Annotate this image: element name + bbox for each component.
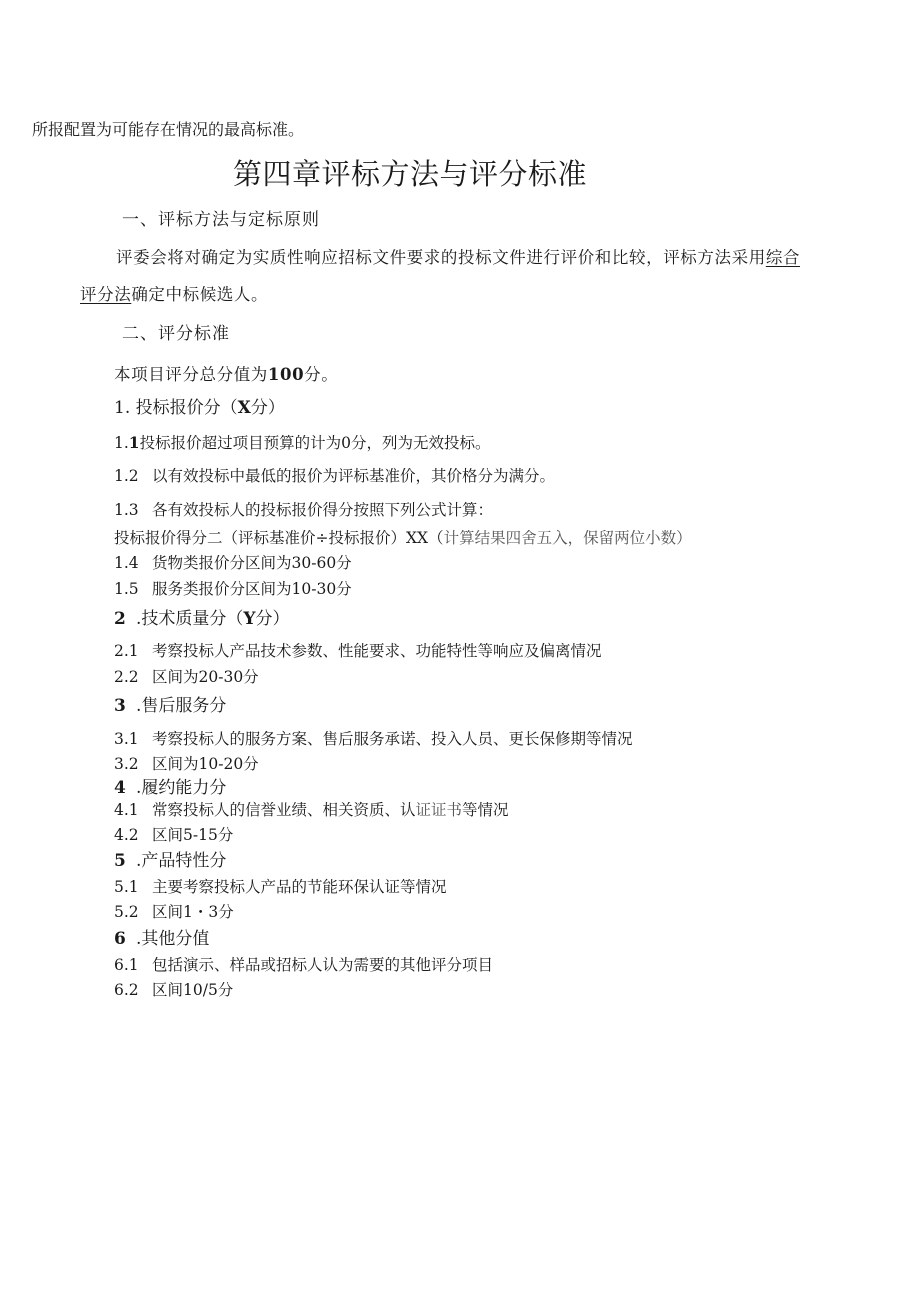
part1-item5-num: 1.5 <box>114 580 139 598</box>
part2-heading <box>114 611 290 628</box>
part5-item2 <box>114 905 234 921</box>
part5-heading-text: .产品特性分 <box>136 851 227 871</box>
part3-item2 <box>114 757 259 773</box>
part6-item2-text: 区间10/5分 <box>152 981 234 999</box>
part1-item3-num: 1.3 <box>114 501 139 519</box>
part2-item1-num: 2.1 <box>114 642 139 660</box>
total-score-line <box>114 367 338 384</box>
part1-item2-text: 以有效投标中最低的报价为评标基准价，其价格分为满分。 <box>152 467 556 485</box>
part1-formula-note: 计算结果四舍五入，保留两位小数） <box>443 529 692 547</box>
part1-formula <box>114 531 692 547</box>
part6-item2-num: 6.2 <box>114 981 139 999</box>
part6-item1 <box>114 958 493 974</box>
part4-item1-text-mid: 证证书 <box>415 801 463 819</box>
section2-heading: 二、评分标准 <box>122 324 230 344</box>
section1-para-line2 <box>80 287 268 304</box>
part2-item2-num: 2.2 <box>114 668 139 686</box>
method-name-part1: 综合 <box>765 248 801 267</box>
part3-heading-text: .售后服务分 <box>136 696 227 716</box>
intro-text: 所报配置为可能存在情况的最高标准。 <box>32 120 305 139</box>
part3-item2-text: 区间为10-20分 <box>152 755 259 773</box>
section1-para-text: 评委会将对确定为实质性响应招标文件要求的投标文件进行评价和比较，评标方法采用 <box>116 248 766 267</box>
part1-item5 <box>114 582 352 598</box>
part4-item1-text: 常察投标人的信誉业绩、相关资质、认 <box>152 801 416 819</box>
part1-item3-text: 各有效投标人的投标报价得分按照下列公式计算： <box>152 501 494 519</box>
part1-heading <box>114 400 285 417</box>
part1-heading-num: 1. <box>114 398 131 418</box>
part4-heading-num: 4 <box>114 778 126 798</box>
part4-item2 <box>114 828 233 844</box>
part5-item1 <box>114 880 447 896</box>
part6-heading <box>114 931 209 948</box>
part6-item1-text: 包括演示、样品或招标人认为需要的其他评分项目 <box>152 956 494 974</box>
part4-heading <box>114 780 226 797</box>
part2-item1 <box>114 644 602 660</box>
section1-para-line1 <box>116 250 800 267</box>
part3-heading <box>114 698 226 715</box>
part1-item2 <box>114 469 555 485</box>
part2-item1-text: 考察投标人产品技术参数、性能要求、功能特性等响应及偏离情况 <box>152 642 602 660</box>
part2-heading-end: 分） <box>255 609 290 629</box>
part4-item1-num: 4.1 <box>114 801 139 819</box>
part1-heading-end: 分） <box>250 398 285 418</box>
part4-heading-text: .履约能力分 <box>136 778 227 798</box>
part2-heading-text: .技术质量分（ <box>136 609 244 629</box>
part5-heading-num: 5 <box>114 851 126 871</box>
part1-item2-num: 1.2 <box>114 467 139 485</box>
part5-item2-num: 5.2 <box>114 903 139 921</box>
part2-item2 <box>114 670 259 686</box>
total-score-unit: 分。 <box>304 365 339 384</box>
part1-item1-num: 1. <box>114 434 129 452</box>
part3-item1 <box>114 732 633 748</box>
part2-heading-num: 2 <box>114 609 126 629</box>
part5-heading <box>114 853 226 870</box>
part4-item2-text: 区间5-15分 <box>152 826 234 844</box>
total-score-text: 本项目评分总分值为 <box>114 365 268 384</box>
part1-item1-num-b: 1 <box>128 433 140 452</box>
part1-item3 <box>114 503 493 519</box>
part6-item2 <box>114 983 233 999</box>
part1-item4-num: 1.4 <box>114 554 139 572</box>
part4-item1-text-end: 等情况 <box>462 801 509 819</box>
part5-item1-num: 5.1 <box>114 878 139 896</box>
part2-item2-text: 区间为20-30分 <box>152 668 259 686</box>
part3-item1-num: 3.1 <box>114 730 139 748</box>
part1-item1 <box>114 435 490 452</box>
part6-heading-num: 6 <box>114 929 126 949</box>
part1-item4-text: 货物类报价分区间为30-60分 <box>152 554 352 572</box>
part3-heading-num: 3 <box>114 696 126 716</box>
section1-heading: 一、评标方法与定标原则 <box>122 210 320 230</box>
part1-heading-var: X <box>237 398 251 418</box>
part5-item2-text: 区间1・3分 <box>152 903 234 921</box>
part1-formula-text: 投标报价得分二（评标基准价÷投标报价）XX（ <box>114 529 444 547</box>
part2-heading-var: Y <box>243 609 256 629</box>
part1-item1-text: 投标报价超过项目预算的计为0分，列为无效投标。 <box>139 434 491 452</box>
part5-item1-text: 主要考察投标人产品的节能环保认证等情况 <box>152 878 447 896</box>
part1-item5-text: 服务类报价分区间为10-30分 <box>152 580 352 598</box>
part4-item2-num: 4.2 <box>114 826 139 844</box>
section1-para-text-end: 确定中标候选人。 <box>131 285 269 304</box>
part3-item1-text: 考察投标人的服务方案、售后服务承诺、投入人员、更长保修期等情况 <box>152 730 633 748</box>
part1-item4 <box>114 556 352 572</box>
part6-heading-text: .其他分值 <box>136 929 210 949</box>
chapter-title: 第四章评标方法与评分标准 <box>232 157 587 191</box>
part1-heading-text: 投标报价分（ <box>135 398 238 418</box>
part6-item1-num: 6.1 <box>114 956 139 974</box>
method-name-part2: 评分法 <box>80 285 132 304</box>
part4-item1 <box>114 803 509 819</box>
part3-item2-num: 3.2 <box>114 755 139 773</box>
total-score-value: 100 <box>267 365 305 384</box>
